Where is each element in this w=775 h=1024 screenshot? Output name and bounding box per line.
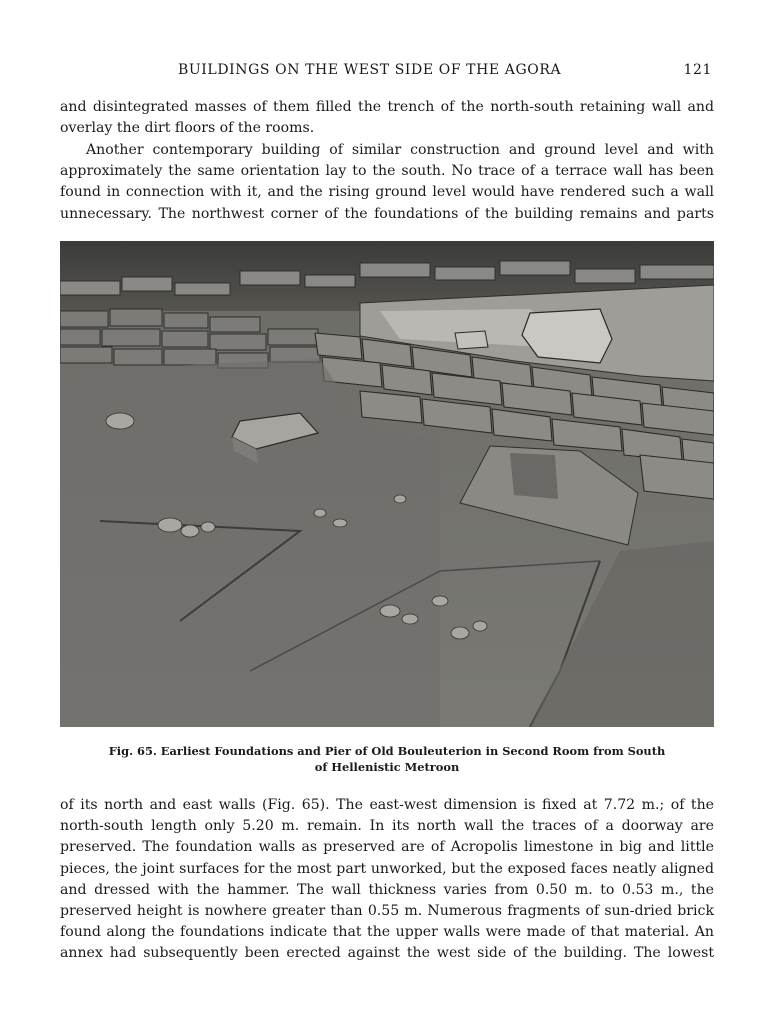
text-line: preserved height is nowhere greater than 0.55 m. Numerous fragments of sun-dried brick <box>60 903 714 920</box>
text-line: and dressed with the hammer. The wall thickness varies from 0.50 m. to 0.53 m., the <box>60 881 714 898</box>
text-line: unnecessary. The northwest corner of the foundations of the building remains and parts <box>60 205 714 222</box>
running-title: BUILDINGS ON THE WEST SIDE OF THE AGORA <box>178 62 562 78</box>
text-line: overlay the dirt floors of the rooms. <box>60 120 315 137</box>
caption-line: Fig. 65. Earliest Foundations and Pier of Old Bouleuterion in Second Room from South <box>108 744 666 758</box>
text-line: pieces, the joint surfaces for the most part unworked, but the exposed faces neatly aligned <box>60 860 714 877</box>
text-line: found in connection with it, and the rising ground level would have rendered such a wall <box>60 184 714 201</box>
text-line: preserved. The foundation walls as preserved are of Acropolis limestone in big and little <box>60 839 714 856</box>
text-line: approximately the same orientation lay to the south. No trace of a terrace wall has been <box>60 163 714 180</box>
page-number: 121 <box>683 62 712 78</box>
paragraph-3 <box>60 795 714 965</box>
paragraph-1 <box>60 97 714 139</box>
text-line: north-south length only 5.20 m. remain. In its north wall the traces of a doorway are <box>60 818 714 835</box>
caption-line: of Hellenistic Metroon <box>314 760 460 774</box>
text-line: and disintegrated masses of them filled the trench of the north-south retaining wall and <box>60 99 714 115</box>
text-line: annex had subsequently been erected against the west side of the building. The lowest <box>60 945 714 962</box>
running-head <box>60 62 714 82</box>
excavation-photograph <box>60 241 714 727</box>
text-line: Another contemporary building of similar construction and ground level and with <box>86 142 714 158</box>
text-line: found along the foundations indicate that the upper walls were made of that material. An <box>60 924 714 941</box>
paragraph-2 <box>60 140 714 225</box>
text-line: of its north and east walls (Fig. 65). The east-west dimension is fixed at 7.72 m.; of the <box>60 797 714 813</box>
figure-caption <box>60 743 714 775</box>
